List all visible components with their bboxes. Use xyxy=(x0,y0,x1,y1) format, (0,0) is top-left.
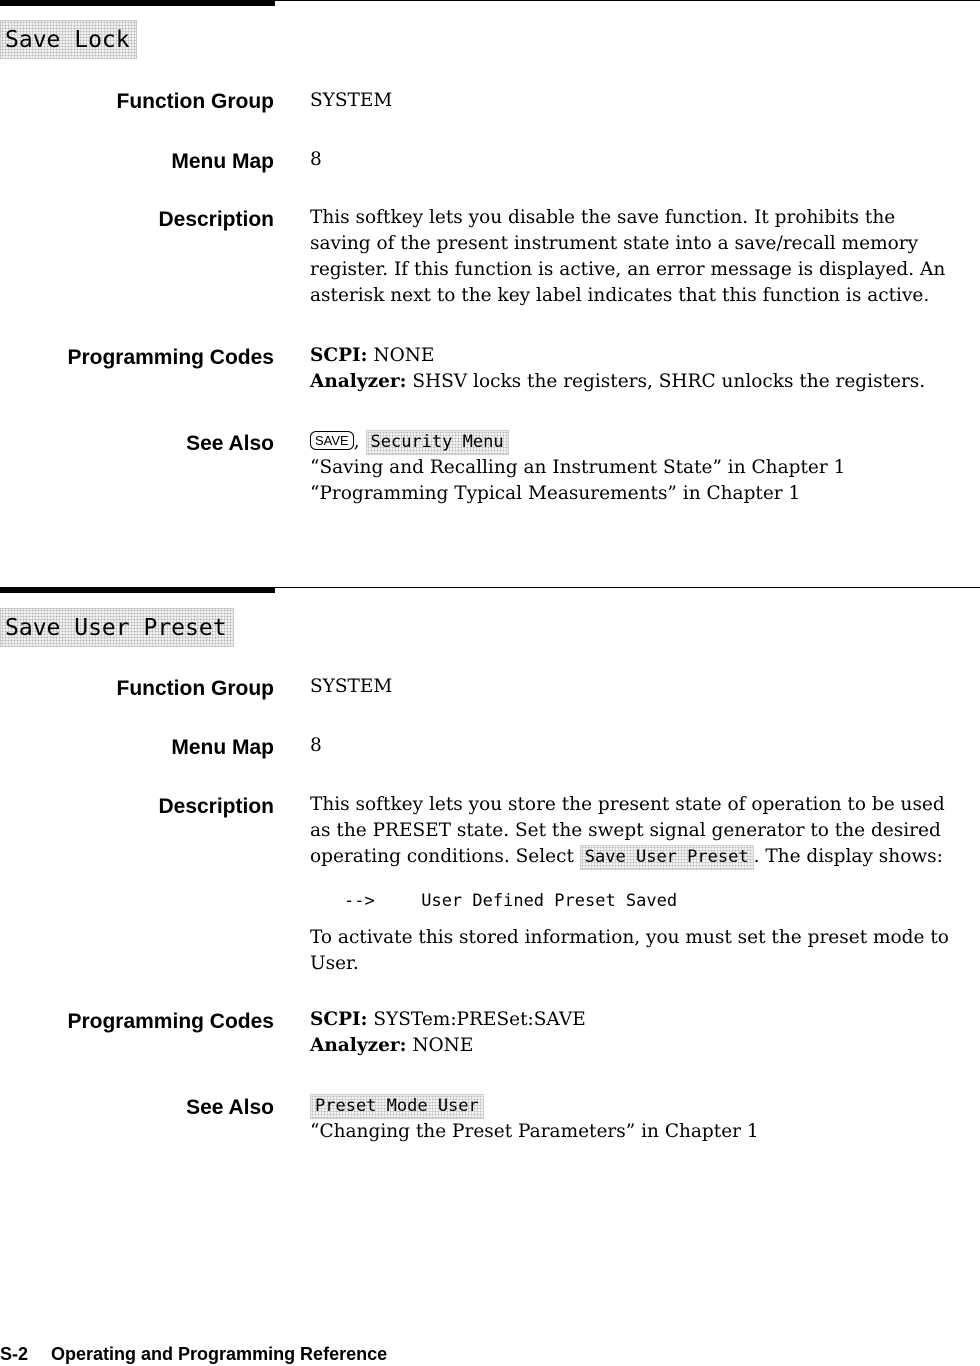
see-also-keys xyxy=(310,429,978,455)
see-also-list xyxy=(310,429,978,507)
preset-mode-user-softkey: Preset Mode User xyxy=(310,1094,484,1119)
see-also-label: See Also xyxy=(186,1096,274,1119)
see-also-label: See Also xyxy=(186,432,274,455)
analyzer-label: Analyzer: xyxy=(310,1035,407,1056)
menu-map-label: Menu Map xyxy=(171,150,274,173)
display-message xyxy=(344,888,844,914)
display-text: User Defined Preset Saved xyxy=(421,891,678,911)
section-title-save-user-preset: Save User Preset xyxy=(0,608,234,647)
save-hardkey: SAVE xyxy=(310,431,354,450)
programming-codes-label: Programming Codes xyxy=(67,1010,274,1033)
description-text xyxy=(310,792,978,870)
analyzer-line xyxy=(310,1033,978,1059)
analyzer-label: Analyzer: xyxy=(310,371,407,392)
see-also-list xyxy=(310,1093,978,1145)
analyzer-value: NONE xyxy=(412,1035,474,1056)
description-label: Description xyxy=(158,795,274,818)
menu-map-label: Menu Map xyxy=(171,736,274,759)
programming-codes xyxy=(310,343,978,395)
page-footer xyxy=(0,1344,387,1365)
description-line: saving of the present instrument state into a save/recall memory xyxy=(310,233,919,254)
programming-codes xyxy=(310,1007,978,1059)
scpi-value: NONE xyxy=(373,345,435,366)
description-continued xyxy=(310,925,978,977)
description-text xyxy=(310,205,978,309)
scpi-line xyxy=(310,1007,978,1033)
section-rule-thick xyxy=(0,0,275,6)
description-line: as the PRESET state. Set the swept signal generator to the desired xyxy=(310,820,941,841)
page-number: S-2 xyxy=(0,1344,29,1364)
description-line xyxy=(310,844,978,870)
description-line: To activate this stored information, you must set the preset mode to xyxy=(310,927,949,948)
display-arrow: --> xyxy=(344,891,375,911)
function-group-value: SYSTEM xyxy=(310,676,393,697)
menu-map-value: 8 xyxy=(310,735,322,756)
section-rule-thin xyxy=(275,587,980,588)
section-title-save-lock: Save Lock xyxy=(0,20,137,59)
description-line: This softkey lets you store the present state of operation to be used xyxy=(310,794,945,815)
see-also-reference: “Saving and Recalling an Instrument State” in Chapter 1 xyxy=(310,457,846,478)
description-line-start: operating conditions. Select xyxy=(310,846,574,867)
see-also-reference: “Programming Typical Measurements” in Chapter 1 xyxy=(310,483,801,504)
description-line-end: . The display shows: xyxy=(753,846,943,867)
analyzer-value: SHSV locks the registers, SHRC unlocks the registers. xyxy=(412,371,926,392)
scpi-line xyxy=(310,343,978,369)
see-also-separator: , xyxy=(353,431,360,452)
function-group-label: Function Group xyxy=(116,90,274,113)
scpi-label: SCPI: xyxy=(310,1009,368,1030)
section-rule-thick xyxy=(0,587,275,593)
menu-map-value: 8 xyxy=(310,149,322,170)
security-menu-softkey: Security Menu xyxy=(366,430,509,455)
programming-codes-label: Programming Codes xyxy=(67,346,274,369)
see-also-keys xyxy=(310,1093,978,1119)
description-line: User. xyxy=(310,953,359,974)
see-also-reference: “Changing the Preset Parameters” in Chapter 1 xyxy=(310,1121,759,1142)
description-line: This softkey lets you disable the save function. It prohibits the xyxy=(310,207,896,228)
save-user-preset-softkey: Save User Preset xyxy=(580,845,754,870)
description-line: register. If this function is active, an error message is displayed. An xyxy=(310,259,946,280)
description-line: asterisk next to the key label indicates that this function is active. xyxy=(310,285,930,306)
function-group-label: Function Group xyxy=(116,677,274,700)
function-group-value: SYSTEM xyxy=(310,90,393,111)
scpi-value: SYSTem:PRESet:SAVE xyxy=(373,1009,586,1030)
section-rule-thin xyxy=(275,0,980,1)
description-label: Description xyxy=(158,208,274,231)
analyzer-line xyxy=(310,369,978,395)
scpi-label: SCPI: xyxy=(310,345,368,366)
footer-title: Operating and Programming Reference xyxy=(51,1344,388,1364)
